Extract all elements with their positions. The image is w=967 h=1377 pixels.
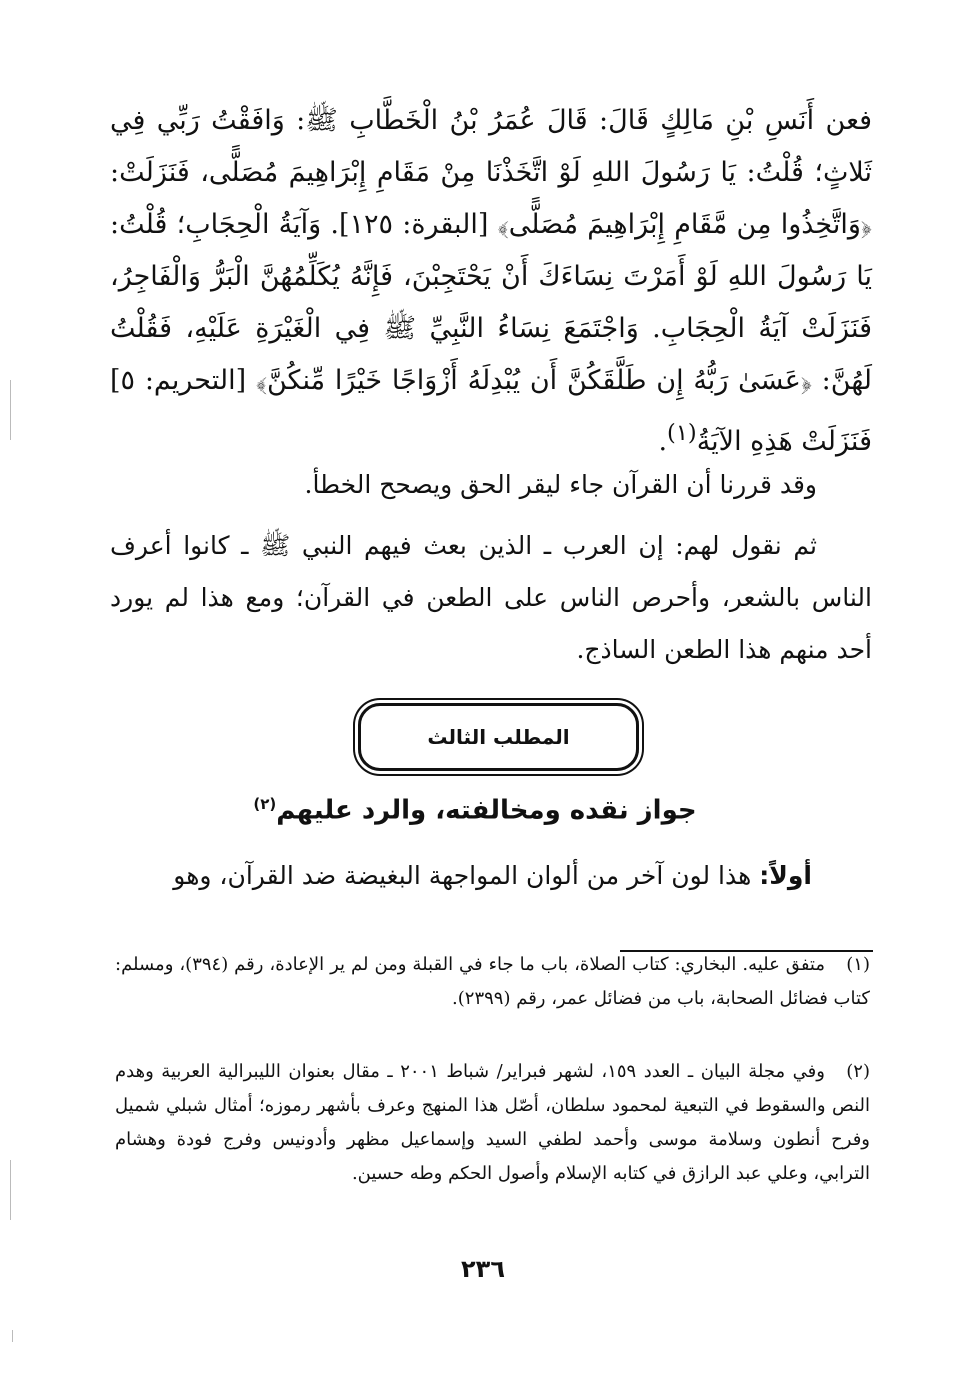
footnote-1: [115, 948, 870, 1016]
footnote-text: وفي مجلة البيان ـ العدد ١٥٩، لشهر فبراير/ شباط ٢٠٠١ ـ مقال بعنوان الليبرالية العربية وهدم النص والسقوط في التبعية لمحمود سلطان، أصّل هذا المنهج وعرف بأشهر رموزه؛ أمثال شبلي شميل وفرح أنطون وسلامة موسى وأحمد لطفي السيد وإسماعيل مظهر وأدونيس وفرج فودة وهشام الترابي، وعلي عبد الرازق في كتابه الإسلام وأصول الحكم وطه حسين.: [115, 1061, 870, 1184]
section-heading: جواز نقده ومخالفته، والرد عليهم$^{(٢)}$: [253, 795, 697, 826]
footnote-ref-1: (١): [667, 420, 697, 446]
paragraph-2: وقد قررنا أن القرآن جاء ليقر الحق ويصحح الخطأ.: [304, 470, 817, 499]
paragraph-3: ثم نقول لهم: إن العرب ـ الذين بعث فيهم النبي ﷺ ـ كانوا أعرف الناس بالشعر، وأحرص الناس على الطعن في القرآن؛ ومع هذا لم يورد أحد منهم هذا الطعن الساذج.: [110, 531, 872, 664]
section-label: المطلب الثالث: [427, 725, 570, 749]
scan-edge-mark: [10, 1160, 11, 1220]
page-number: ٢٣٦: [461, 1255, 505, 1283]
section-label-box: [358, 703, 639, 771]
footnote-text: متفق عليه. البخاري: كتاب الصلاة، باب ما جاء في القبلة ومن لم ير الإعادة، رقم (٣٩٤)، ومسلم: كتاب فضائل الصحابة، باب من فضائل عمر، رقم (٢٣٩٩).: [115, 954, 870, 1009]
paragraph-lead: أولاً:: [759, 861, 812, 890]
paragraph-4: أولاً: هذا لون آخر من ألوان المواجهة البغيضة ضد القرآن، وهو: [173, 861, 812, 890]
scan-edge-mark: [12, 1330, 13, 1342]
footnote-number: (٢): [846, 1061, 870, 1082]
hadith-paragraph: فعن أَنَسِ بْنِ مَالِكٍ قَالَ: قَالَ عُمَرُ بْنُ الْخَطَّابِ ﷺ: وَافَقْتُ رَبِّي فِي ثَلاثٍ؛ قُلْتُ: يَا رَسُولَ اللهِ لَوْ اتَّخَذْنَا مِنْ مَقَامِ إِبْرَاهِيمَ مُصَلًّى، فَنَزَلَتْ: ﴿وَاتَّخِذُوا مِن مَّقَامِ إِبْرَاهِيمَ مُصَلًّى﴾ [البقرة: ١٢٥]. وَآيَةُ الْحِجَابِ؛ قُلْتُ: يَا رَسُولَ اللهِ لَوْ أَمَرْتَ نِسَاءَكَ أَنْ يَحْتَجِبْنَ، فَإِنَّهُ يُكَلِّمُهُنَّ الْبَرُّ وَالْفَاجِرُ، فَنَزَلَتْ آيَةُ الْحِجَابِ. وَاجْتَمَعَ نِسَاءُ النَّبِيِّ ﷺ فِي الْغَيْرَةِ عَلَيْهِ، فَقُلْتُ لَهُنَّ: ﴿عَسَىٰ رَبُّهُ إِن طَلَّقَكُنَّ أَن يُبْدِلَهُ أَزْوَاجًا خَيْرًا مِّنكُنَّ﴾ [التحريم: ٥] فَنَزَلَتْ هَذِهِ الآيَةُ$^{(١)}$.: [110, 105, 872, 457]
hadith-text: فعن أَنَسِ بْنِ مَالِكٍ قَالَ: قَالَ عُمَرُ بْنُ الْخَطَّابِ ﷺ: وَافَقْتُ رَبِّي فِي ثَلاثٍ؛ قُلْتُ: يَا رَسُولَ اللهِ لَوْ اتَّخَذْنَا مِنْ مَقَامِ إِبْرَاهِيمَ مُصَلًّى، فَنَزَلَتْ: ﴿وَاتَّخِذُوا مِن مَّقَامِ إِبْرَاهِيمَ مُصَلًّى﴾ [البقرة: ١٢٥]. وَآيَةُ الْحِجَابِ؛ قُلْتُ: يَا رَسُولَ اللهِ لَوْ أَمَرْتَ نِسَاءَكَ أَنْ يَحْتَجِبْنَ، فَإِنَّهُ يُكَلِّمُهُنَّ الْبَرُّ وَالْفَاجِرُ، فَنَزَلَتْ آيَةُ الْحِجَابِ. وَاجْتَمَعَ نِسَاءُ النَّبِيِّ ﷺ فِي الْغَيْرَةِ عَلَيْهِ، فَقُلْتُ لَهُنَّ: ﴿عَسَىٰ رَبُّهُ إِن طَلَّقَكُنَّ أَن يُبْدِلَهُ أَزْوَاجًا خَيْرًا مِّنكُنَّ﴾ [التحريم: ٥] فَنَزَلَتْ هَذِهِ الآيَةُ: [110, 105, 872, 457]
footnote-2: [115, 1055, 870, 1191]
footnote-ref-2: (٢): [253, 795, 277, 813]
scan-edge-mark: [10, 380, 11, 440]
footnote-number: (١): [846, 954, 870, 975]
